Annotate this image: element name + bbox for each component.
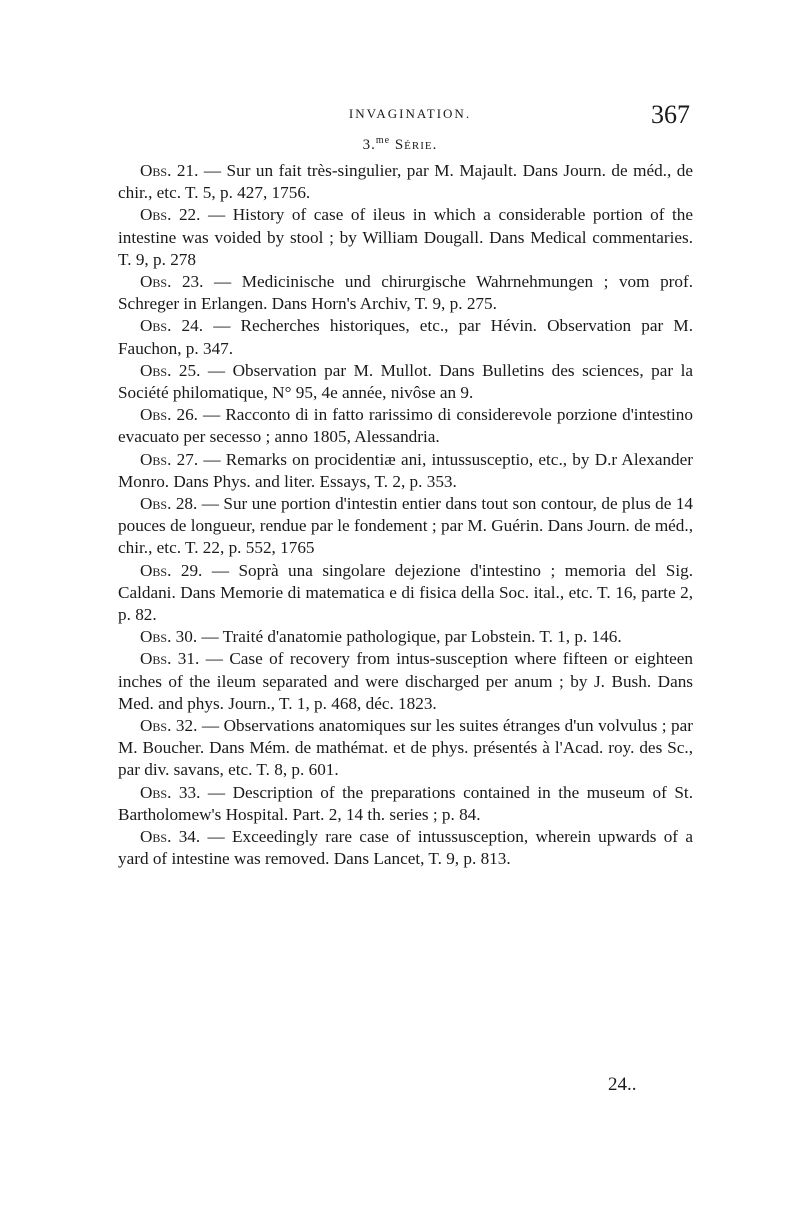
observation-list — [118, 160, 693, 871]
observation-label: Obs. 33. — [140, 782, 201, 802]
observation-label: Obs. 27. — [140, 449, 199, 469]
observation-entry — [118, 626, 693, 648]
observation-entry — [118, 493, 693, 560]
observation-text: — Observations anatomiques sur les suites étranges d'un volvulus ; par M. Boucher. Dans Mém. de mathémat. et de phys. présentés à l'Acad. roy. des Sc., par div. savans, etc. T. 8, p. 601. — [118, 716, 694, 780]
observation-text: — Soprà una singolare dejezione d'intestino ; memoria del Sig. Caldani. Dans Memorie di matematica e di fisica della Soc. ital., etc. T. 16, parte 2, p. 82. — [118, 560, 693, 625]
observation-entry — [118, 826, 693, 870]
observation-entry — [118, 449, 693, 493]
observation-entry — [118, 782, 693, 826]
page-number: 367 — [651, 100, 690, 129]
observation-entry — [118, 560, 693, 627]
series-number: 3. — [362, 137, 376, 153]
observation-text: — Description of the preparations contained in the museum of St. Bartholomew's Hospital. Part. 2, 14 th. series ; p. 84. — [118, 782, 693, 824]
observation-text: — Observation par M. Mullot. Dans Bulletins des sciences, par la Société philomatique, N° 95, 4e année, nivôse an 9. — [118, 360, 694, 403]
observation-text: — Traité d'anatomie pathologique, par Lobstein. T. 1, p. 146. — [197, 627, 622, 647]
observation-text: — Recherches historiques, etc., par Hévin. Observation par M. Fauchon, p. 347. — [118, 316, 693, 358]
observation-text: — Sur une portion d'intestin entier dans tout son contour, de plus de 14 pouces de longueur, rendue par le fondement ; par M. Guérin. Dans Journ. de méd., chir., etc. T. 22, p. 552, 1765 — [118, 494, 694, 558]
observation-label: Obs. 29. — [140, 560, 203, 580]
observation-text: — Exceedingly rare case of intussusception, wherein upwards of a yard of intestine was removed. Dans Lancet, T. 9, p. 813. — [118, 827, 693, 869]
observation-text: — Medicinische und chirurgische Wahrnehmungen ; vom prof. Schreger in Erlangen. Dans Horn's Archiv, T. 9, p. 275. — [118, 272, 693, 314]
observation-label: Obs. 32. — [140, 716, 198, 736]
running-title: INVAGINATION. — [348, 106, 472, 121]
series-heading — [0, 135, 800, 154]
observation-text: — Remarks on procidentiæ ani, intussusceptio, etc., by D.r Alexander Monro. Dans Phys. and liter. Essays, T. 2, p. 353. — [118, 449, 694, 491]
observation-label: Obs. 31. — [140, 649, 200, 669]
observation-text: — History of case of ileus in which a considerable portion of the intestine was voided by stool ; by William Dougall. Dans Medical commentaries. T. 9, p. 278 — [118, 205, 693, 269]
observation-entry — [118, 271, 693, 315]
observation-entry — [118, 204, 693, 271]
observation-label: Obs. 22. — [140, 205, 201, 225]
observation-label: Obs. 26. — [140, 405, 198, 425]
observation-text: — Case of recovery from intus-susception where fifteen or eighteen inches of the ileum separated and were discharged per anum ; by J. Bush. Dans Med. and phys. Journ., T. 1, p. 468, déc. 1823. — [118, 649, 693, 713]
observation-label: Obs. 28. — [140, 494, 198, 514]
observation-label: Obs. 30. — [140, 627, 198, 647]
observation-entry — [118, 160, 693, 204]
observation-text: — Racconto di in fatto rarissimo di considerevole porzione d'intestino evacuato per secesso ; anno 1805, Alessandria. — [118, 405, 693, 447]
observation-label: Obs. 24. — [140, 316, 204, 336]
observation-entry — [118, 648, 693, 715]
catchword: 24.. — [608, 1074, 637, 1095]
running-head — [130, 100, 690, 130]
observation-entry — [118, 404, 693, 448]
observation-label: Obs. 21. — [140, 161, 199, 180]
observation-label: Obs. 34. — [140, 827, 201, 847]
observation-entry — [118, 715, 693, 782]
observation-text: — Sur un fait très-singulier, par M. Majault. Dans Journ. de méd., de chir., etc. T. 5, p. 427, 1756. — [118, 161, 693, 203]
series-number-superscript: me — [375, 135, 391, 146]
observation-label: Obs. 23. — [140, 272, 204, 292]
observation-label: Obs. 25. — [140, 360, 201, 380]
observation-entry — [118, 315, 693, 359]
series-label: Série. — [394, 137, 438, 153]
observation-entry — [118, 360, 693, 404]
